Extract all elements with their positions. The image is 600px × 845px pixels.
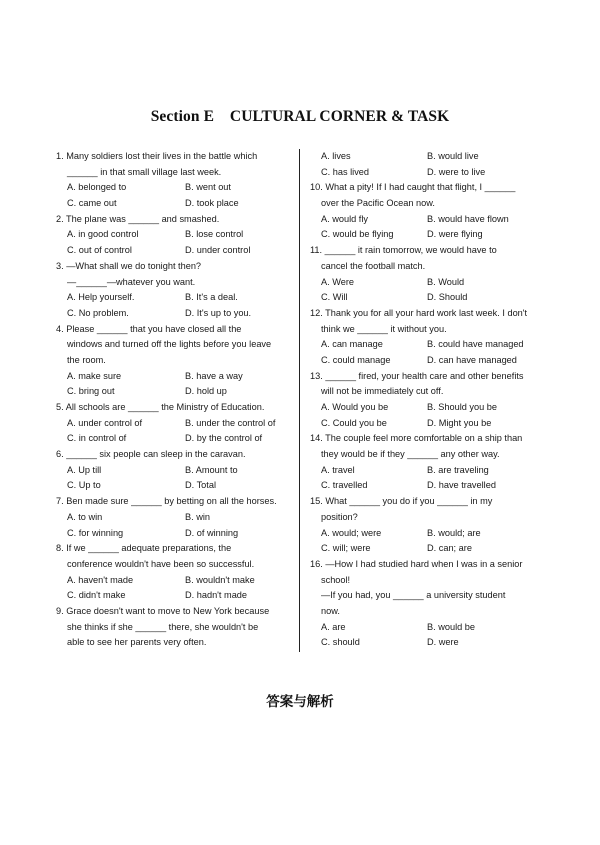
option-text: B. wouldn't make	[185, 574, 255, 585]
option-text: A. are	[321, 621, 346, 632]
question-continuation: —If you had, you ______ a university student	[321, 590, 506, 601]
option-text: B. would have flown	[427, 213, 509, 224]
option-text: A. Were	[321, 276, 355, 287]
option-text: A. travel	[321, 464, 355, 475]
question-continuation: conference wouldn't have been so successful.	[67, 558, 255, 569]
option-text: B. would live	[427, 151, 479, 161]
option-row	[310, 212, 548, 228]
question-continuation: able to see her parents very often.	[67, 637, 207, 648]
question-text: 6. ______ six people can sleep in the caravan.	[56, 449, 246, 460]
option-text: D. hold up	[185, 386, 227, 397]
option-text: A. would fly	[321, 213, 368, 224]
option-text: D. took place	[185, 198, 239, 209]
option-text: D. were	[427, 637, 459, 648]
option-row	[56, 196, 292, 212]
option-text: D. Might you be	[427, 417, 492, 428]
option-text: C. No problem.	[67, 307, 129, 318]
option-text: A. would; were	[321, 527, 382, 538]
question-text: 3. —What shall we do tonight then?	[56, 260, 202, 271]
question-continuation: they would be if they ______ any other way.	[321, 449, 500, 460]
question-continuation: over the Pacific Ocean now.	[321, 198, 435, 209]
option-text: A. belonged to	[67, 182, 127, 193]
option-row	[310, 353, 548, 369]
question-text: 11. ______ it rain tomorrow, we would have to	[310, 245, 497, 256]
option-row	[56, 573, 292, 589]
question-text: 15. What ______ you do if you ______ in my	[310, 496, 493, 507]
option-row	[310, 290, 548, 306]
option-text: C. didn't make	[67, 590, 126, 601]
question-continuation: ______ in that small village last week.	[67, 166, 222, 177]
option-text: D. can have managed	[427, 354, 517, 365]
option-text: A. in good control	[67, 229, 139, 240]
question-continuation: she thinks if she ______ there, she wouldn't be	[67, 621, 259, 632]
option-row	[310, 635, 548, 651]
option-row	[56, 290, 292, 306]
option-row	[56, 510, 292, 526]
option-text: B. are traveling	[427, 464, 489, 475]
option-row	[56, 306, 292, 322]
option-text: A. make sure	[67, 370, 122, 381]
option-text: C. Could you be	[321, 417, 387, 428]
option-text: B. lose control	[185, 229, 244, 240]
option-text: B. Would	[427, 276, 465, 287]
option-row	[56, 243, 292, 259]
option-text: C. will; were	[321, 543, 371, 554]
option-text: A. can manage	[321, 339, 383, 350]
option-row	[310, 620, 548, 636]
option-text: C. has lived	[321, 166, 370, 177]
option-text: B. win	[185, 511, 211, 522]
question-text: 12. Thank you for all your hard work last week. I don't	[310, 307, 528, 318]
option-text: B. could have managed	[427, 339, 524, 350]
option-row	[310, 416, 548, 432]
question-continuation: windows and turned off the lights before you leave	[67, 339, 272, 350]
option-row	[56, 384, 292, 400]
column-divider	[299, 149, 300, 652]
option-text: A. lives	[321, 151, 351, 161]
left-column	[56, 149, 292, 651]
option-row	[310, 526, 548, 542]
question-continuation: cancel the football match.	[321, 260, 426, 271]
option-text: B. would be	[427, 621, 476, 632]
option-row	[310, 275, 548, 291]
question-continuation: —______—whatever you want.	[67, 276, 196, 287]
option-row	[310, 478, 548, 494]
option-text: D. hadn't made	[185, 590, 248, 601]
option-row	[56, 463, 292, 479]
option-text: D. were flying	[427, 229, 483, 240]
option-row	[310, 541, 548, 557]
option-row	[310, 227, 548, 243]
option-text: C. travelled	[321, 480, 368, 491]
option-row	[56, 588, 292, 604]
option-row	[56, 369, 292, 385]
question-text: 4. Please ______ that you have closed all the	[56, 323, 242, 334]
option-text: D. of winning	[185, 527, 239, 538]
option-text: A. to win	[67, 511, 103, 522]
option-text: C. Will	[321, 292, 348, 303]
option-text: B. went out	[185, 182, 231, 193]
option-row	[310, 165, 548, 181]
question-text: 13. ______ fired, your health care and other benefits	[310, 370, 524, 381]
option-text: C. bring out	[67, 386, 115, 397]
option-text: C. Up to	[67, 480, 101, 491]
option-text: C. would be flying	[321, 229, 394, 240]
question-continuation: will not be immediately cut off.	[321, 386, 444, 397]
option-text: B. Amount to	[185, 464, 238, 475]
option-text: D. can; are	[427, 543, 472, 554]
option-text: D. have travelled	[427, 480, 496, 491]
option-text: A. under control of	[67, 417, 143, 428]
option-row	[56, 478, 292, 494]
option-text: D. Should	[427, 292, 468, 303]
question-text: 14. The couple feel more comfortable on a ship than	[310, 433, 523, 444]
option-row	[56, 431, 292, 447]
option-text: B. under the control of	[185, 417, 276, 428]
option-text: D. It's up to you.	[185, 307, 252, 318]
question-continuation: school!	[321, 574, 351, 585]
option-text: C. in control of	[67, 433, 127, 444]
option-text: D. under control	[185, 245, 251, 256]
option-text: B. have a way	[185, 370, 243, 381]
question-text: 10. What a pity! If I had caught that flight, I ______	[310, 182, 516, 193]
option-text: C. for winning	[67, 527, 124, 538]
question-text: 7. Ben made sure ______ by betting on all the horses.	[56, 496, 277, 507]
option-text: A. Up till	[67, 464, 102, 475]
option-row	[56, 416, 292, 432]
question-text: 9. Grace doesn't want to move to New York because	[56, 605, 270, 616]
option-text: C. out of control	[67, 245, 132, 256]
right-column	[310, 149, 548, 651]
option-row	[56, 180, 292, 196]
question-text: 1. Many soldiers lost their lives in the battle which	[56, 151, 258, 161]
option-text: B. Should you be	[427, 402, 497, 412]
option-text: A. haven't made	[67, 574, 134, 585]
question-continuation: the room.	[67, 354, 106, 365]
option-text: A. Help yourself.	[67, 292, 135, 303]
question-continuation: position?	[321, 511, 358, 522]
section-title: Section E CULTURAL CORNER & TASK	[150, 108, 450, 125]
answers-heading: 答案与解析	[266, 694, 334, 710]
option-text: D. by the control of	[185, 433, 263, 444]
option-row	[56, 227, 292, 243]
question-text: 8. If we ______ adequate preparations, the	[56, 543, 232, 554]
question-text: 2. The plane was ______ and smashed.	[56, 213, 220, 224]
option-text: D. were to live	[427, 166, 486, 177]
question-text: 5. All schools are ______ the Ministry of Education.	[56, 402, 265, 412]
option-row	[56, 526, 292, 542]
option-text: C. could manage	[321, 354, 391, 365]
option-text: D. Total	[185, 480, 216, 491]
option-row	[310, 463, 548, 479]
question-continuation: think we ______ it without you.	[321, 323, 447, 334]
option-text: B. would; are	[427, 527, 481, 538]
question-continuation: now.	[321, 605, 340, 616]
option-row	[310, 149, 548, 165]
option-text: C. came out	[67, 198, 117, 209]
option-text: C. should	[321, 637, 360, 648]
question-text: 16. —How I had studied hard when I was in a senior	[310, 558, 523, 569]
option-text: B. It's a deal.	[185, 292, 238, 303]
option-row	[310, 337, 548, 353]
option-row	[310, 400, 548, 416]
option-text: A. Would you be	[321, 402, 389, 412]
